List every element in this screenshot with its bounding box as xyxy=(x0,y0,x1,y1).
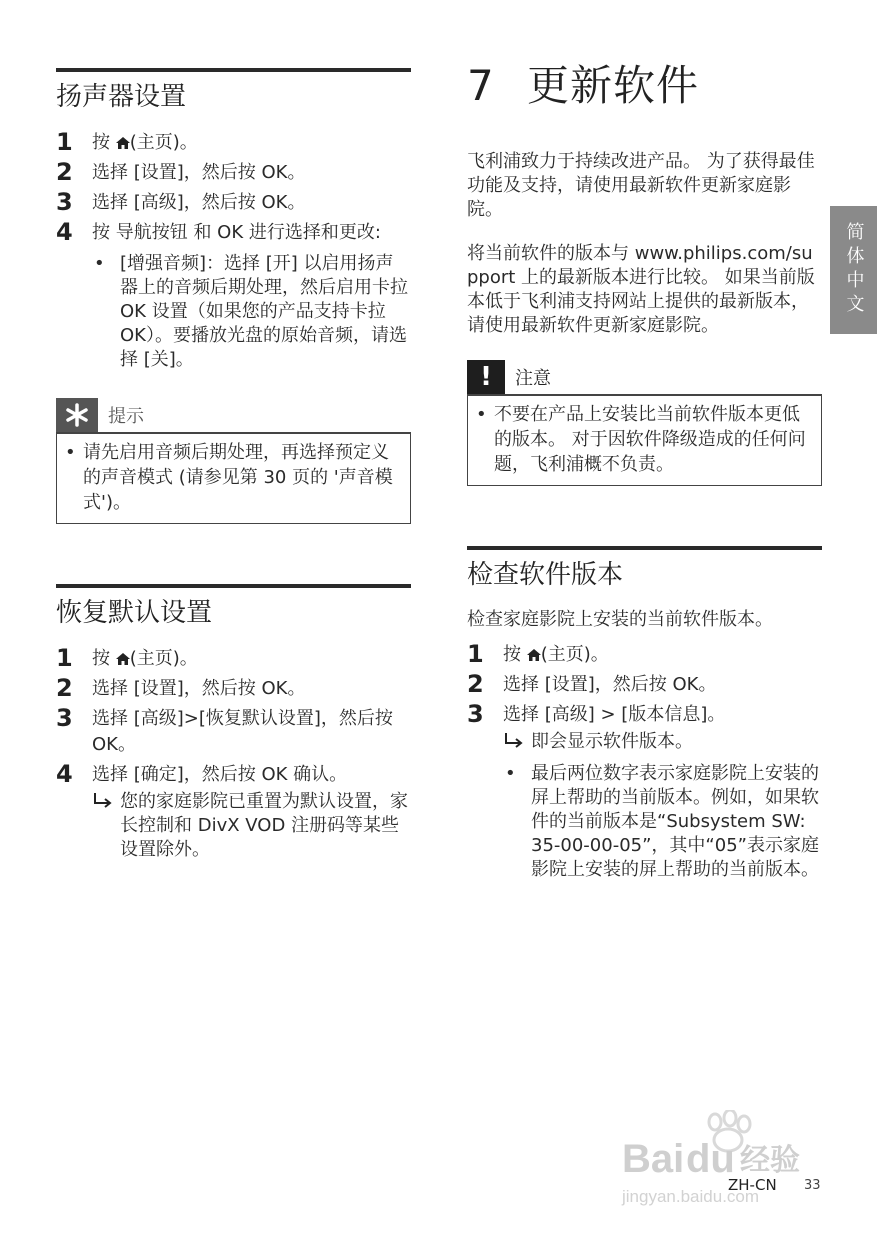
step-text: (主页)。 xyxy=(540,644,609,665)
exclamation-icon: ! xyxy=(467,360,505,394)
speaker-settings-section xyxy=(56,68,411,524)
language-tab-label: 简体中文 xyxy=(843,222,865,318)
chapter-number: 7 xyxy=(467,61,495,110)
restore-defaults-section xyxy=(56,584,411,862)
result-arrow-icon xyxy=(503,730,525,750)
step-text-prefix: 按 xyxy=(92,648,116,669)
step-text: (主页)。 xyxy=(129,132,198,153)
watermark-brand-3: 经验 xyxy=(740,1143,800,1178)
step-number: 2 xyxy=(56,674,73,702)
step-2 xyxy=(56,160,411,186)
result-arrow-icon xyxy=(92,790,114,810)
note-body xyxy=(467,394,822,486)
baidu-jingyan-watermark xyxy=(620,1110,830,1210)
step-number: 2 xyxy=(56,158,73,186)
bullet-dot: • xyxy=(65,442,76,463)
tip-title: 提示 xyxy=(108,406,144,427)
step-2 xyxy=(467,672,822,698)
watermark-brand-2: du xyxy=(686,1137,735,1181)
step-text: 按 导航按钮 和 OK 进行选择和更改: xyxy=(92,222,381,243)
step-text-prefix: 按 xyxy=(92,132,116,153)
step-text: (主页)。 xyxy=(129,648,198,669)
bullet-text: 最后两位数字表示家庭影院上安装的屏上帮助的当前版本。例如，如果软件的当前版本是“Subsystem SW: 35-00-00-05”，其中“05”表示家庭影院上安装的屏上帮助的当前版本。 xyxy=(531,763,819,880)
right-column xyxy=(467,56,822,886)
tip-header xyxy=(56,398,411,432)
section-title: 扬声器设置 xyxy=(56,68,411,114)
home-icon xyxy=(527,649,541,661)
result-text: 您的家庭影院已重置为默认设置，家长控制和 DivX VOD 注册码等某些设置除外。 xyxy=(120,791,408,860)
tip-body xyxy=(56,432,411,524)
watermark-brand: Bai xyxy=(622,1137,685,1181)
check-version-section xyxy=(467,546,822,882)
step-2 xyxy=(56,676,411,702)
step-text: 选择 [高级] > [版本信息]。 xyxy=(503,704,726,725)
step-number: 1 xyxy=(56,644,73,672)
chapter-text: 更新软件 xyxy=(527,61,700,110)
footer-language-code: ZH-CN xyxy=(728,1176,777,1194)
step-text-prefix: 按 xyxy=(503,644,527,665)
step-4 xyxy=(56,220,411,372)
step-text: 选择 [高级]，然后按 OK。 xyxy=(92,192,306,213)
step-number: 4 xyxy=(56,218,73,246)
chapter-title xyxy=(467,56,822,116)
step-1 xyxy=(56,646,411,672)
result-text: 即会显示软件版本。 xyxy=(531,731,693,752)
bullet-version-digits xyxy=(503,762,822,882)
step-text: 选择 [确定]，然后按 OK 确认。 xyxy=(92,764,348,785)
footer-page-number: 33 xyxy=(804,1178,821,1193)
step-1 xyxy=(56,130,411,156)
note-text: 不要在产品上安装比当前软件版本更低的版本。 对于因软件降级造成的任何问题，飞利浦概不负责。 xyxy=(494,404,806,475)
step-number: 1 xyxy=(467,640,484,668)
step-4 xyxy=(56,762,411,862)
step-number: 3 xyxy=(467,700,484,728)
step-3 xyxy=(56,190,411,216)
language-side-tab xyxy=(830,206,877,334)
step-number: 4 xyxy=(56,760,73,788)
tip-text: 请先启用音频后期处理，再选择预定义的声音模式 (请参见第 30 页的 '声音模式')。 xyxy=(83,442,393,513)
step-1 xyxy=(467,642,822,668)
step-number: 3 xyxy=(56,188,73,216)
note-title: 注意 xyxy=(515,368,551,389)
watermark-url: jingyan.baidu.com xyxy=(622,1187,760,1206)
bullet-enhanced-audio xyxy=(92,252,411,372)
bullet-dot: • xyxy=(94,253,105,274)
result-line xyxy=(503,730,822,754)
bullet-dot: • xyxy=(505,763,516,784)
intro-paragraph-2: 将当前软件的版本与 www.philips.com/support 上的最新版本进行比较。 如果当前版本低于飞利浦支持网站上提供的最新版本，请使用最新软件更新家庭影院。 xyxy=(467,243,815,336)
intro-paragraph-1: 飞利浦致力于持续改进产品。 为了获得最佳功能及支持，请使用最新软件更新家庭影院。 xyxy=(467,151,815,220)
bullet-text: [增强音频]：选择 [开] 以启用扬声器上的音频后期处理，然后启用卡拉 OK 设置（如果您的产品支持卡拉 OK）。要播放光盘的原始音频，请选择 [关]。 xyxy=(120,253,408,370)
step-text: 选择 [设置]，然后按 OK。 xyxy=(92,678,306,699)
step-number: 1 xyxy=(56,128,73,156)
tip-box xyxy=(56,398,411,524)
bullet-dot: • xyxy=(476,404,487,425)
check-intro: 检查家庭影院上安装的当前软件版本。 xyxy=(467,609,773,630)
step-3 xyxy=(467,702,822,882)
result-line xyxy=(92,790,411,862)
note-box xyxy=(467,360,822,486)
asterisk-icon xyxy=(56,398,98,432)
step-text: 选择 [设置]，然后按 OK。 xyxy=(92,162,306,183)
step-number: 2 xyxy=(467,670,484,698)
step-text: 选择 [设置]，然后按 OK。 xyxy=(503,674,717,695)
section-title: 恢复默认设置 xyxy=(56,584,411,630)
step-3 xyxy=(56,706,411,758)
section-title: 检查软件版本 xyxy=(467,546,822,592)
step-number: 3 xyxy=(56,704,73,732)
step-text: 选择 [高级]>[恢复默认设置]，然后按 OK。 xyxy=(92,708,393,755)
home-icon xyxy=(116,137,130,149)
home-icon xyxy=(116,653,130,665)
note-header xyxy=(467,360,822,394)
left-column xyxy=(56,68,411,866)
